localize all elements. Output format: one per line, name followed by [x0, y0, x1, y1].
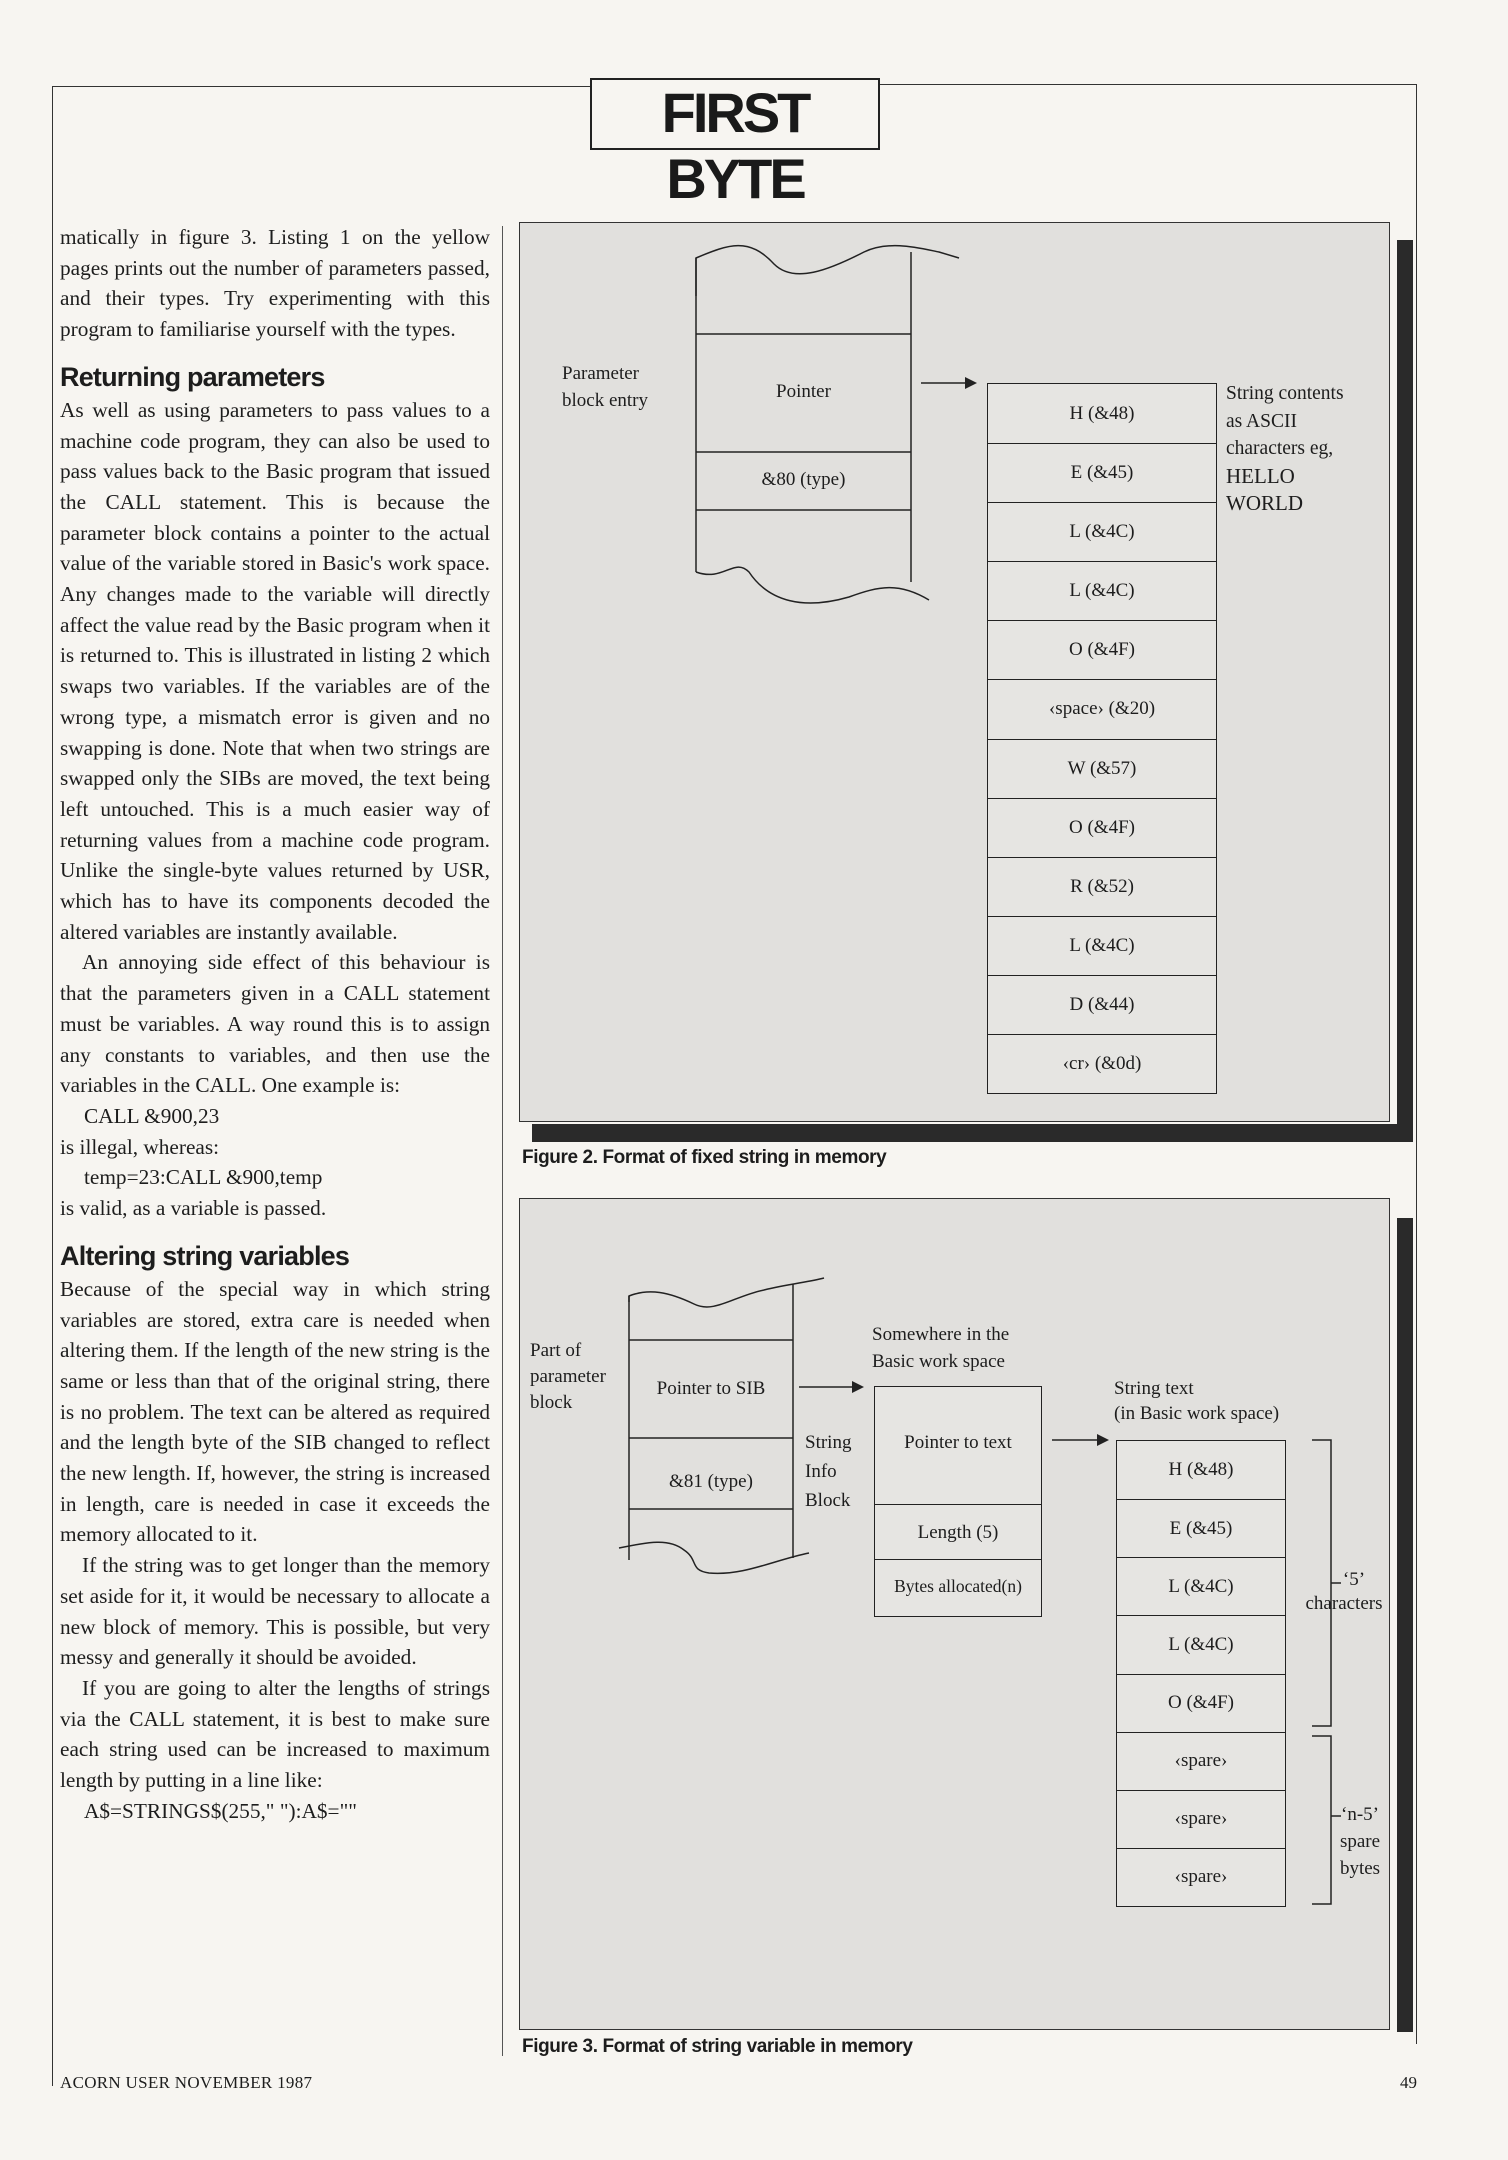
sib-label-line: Block: [805, 1490, 851, 1511]
figure3-work-space-label: [872, 1321, 1009, 1375]
string-text-cell: ‹spare›: [1117, 1732, 1285, 1790]
paragraph: Because of the special way in which string variables are stored, extra care is needed when altering them. If the length of the new string is the same or less than that of the original string, there is no problem. The text can be altered as required and the length byte of the SIB changed to reflect the new length. If, however, the string is increased in length, care is needed in case it exceeds the memory allocated to it.: [60, 1276, 490, 1547]
paragraph: If you are going to alter the lengths of strings via the CALL statement, it is best to make sure each string used can be increased to maximum length by putting in a line like:: [60, 1675, 490, 1793]
string-text-cell: L (&4C): [1117, 1557, 1285, 1615]
memory-cell: O (&4F): [988, 798, 1216, 857]
figure3-sib-label: [805, 1428, 851, 1515]
frame-rule-left: [52, 86, 53, 2086]
paragraph: If the string was to get longer than the memory set aside for it, it would be necessary to allocate a new block of memory. This is possible, but very messy and generally it should be avoided.: [60, 1553, 490, 1670]
code-line: A$=STRINGS$(255," "):A$="": [84, 1798, 357, 1823]
figure3-sib-box: [874, 1386, 1042, 1617]
footer-publication: ACORN USER NOVEMBER 1987: [60, 2073, 313, 2092]
sib-bytes-cell: Bytes allocated(n): [894, 1576, 1022, 1596]
string-text-cell: L (&4C): [1117, 1615, 1285, 1673]
memory-cell: D (&44): [988, 975, 1216, 1034]
column-rule: [502, 226, 503, 2056]
paragraph: As well as using parameters to pass values to a machine code program, they can also be used to pass values back to the Basic program that issued the CALL statement. This is because the parameter block contains a pointer to the actual value of the variable stored in Basic's work space. Any changes made to the variable will directly affect the value read by the Basic program when it is returned to. This is illustrated in listing 2 which swaps two variables. If the variables are of the wrong type, a mismatch error is given and no swapping is done. Note that when two strings are swapped only the SIBs are moved, the text being left untouched. This is a much easier way of returning values from a machine code program. Unlike the single-byte values returned by USR, which has to have its components decoded the altered variables are instantly available.: [60, 397, 490, 944]
brace-spare-line: bytes: [1339, 1858, 1381, 1879]
frame-rule-right: [1416, 84, 1417, 2044]
string-text-cell: ‹spare›: [1117, 1790, 1285, 1848]
side-note-line: as ASCII: [1226, 410, 1297, 432]
memory-cell: ‹cr› (&0d): [988, 1034, 1216, 1093]
memory-cell: L (&4C): [988, 561, 1216, 620]
figure2-type-cell: &80 (type): [761, 469, 846, 490]
brace-chars-line: characters: [1305, 1593, 1383, 1614]
heading-returning-parameters: Returning parameters: [60, 361, 325, 392]
code-line: temp=23:CALL &900,temp: [84, 1165, 323, 1190]
figure3-caption: Figure 3. Format of string variable in memory: [522, 2036, 913, 2057]
figure2-block-label: [562, 360, 672, 414]
brace-spare-line: ‘n-5’: [1341, 1804, 1379, 1825]
memory-cell: L (&4C): [988, 916, 1216, 975]
paragraph: An annoying side effect of this behaviour is that the parameters given in a CALL statement must be variables. A way round this is to assign any constants to variables, and then use the variables in the CALL. One example is:: [60, 950, 490, 1098]
text-label-line: String text: [1114, 1378, 1194, 1399]
figure3-text-column: [1116, 1440, 1286, 1907]
sib-divider: [875, 1559, 1041, 1560]
figure2-graphics: [519, 222, 1409, 1132]
masthead: FIRST BYTE: [590, 78, 880, 150]
string-text-cell: O (&4F): [1117, 1674, 1285, 1732]
page-number: 49: [1400, 2073, 1417, 2092]
memory-cell: R (&52): [988, 857, 1216, 916]
memory-cell: E (&45): [988, 443, 1216, 502]
figure2-memory-column: [987, 383, 1217, 1094]
work-space-line: Basic work space: [872, 1351, 1005, 1372]
figure3-brace-spare-label: [1310, 1801, 1410, 1882]
memory-cell: W (&57): [988, 739, 1216, 798]
figure3-text-label: [1114, 1376, 1279, 1426]
figure2-caption: Figure 2. Format of fixed string in memory: [522, 1147, 887, 1168]
text-label-line: (in Basic work space): [1114, 1403, 1280, 1424]
figure3-block-label: [530, 1338, 606, 1416]
memory-cell: L (&4C): [988, 502, 1216, 561]
sib-label-line: String: [805, 1432, 852, 1453]
paragraph: is illegal, whereas:: [60, 1134, 220, 1159]
memory-cell: ‹space› (&20): [988, 679, 1216, 738]
article-column: [60, 222, 490, 1826]
sib-divider: [875, 1504, 1041, 1505]
sib-pointer-cell: Pointer to text: [904, 1432, 1012, 1453]
block-label-line: block: [530, 1392, 573, 1413]
side-note-line: HELLO: [1226, 463, 1295, 488]
sib-label-line: Info: [805, 1461, 837, 1482]
frame-rule-top-left: [52, 86, 592, 87]
figure2-side-note: [1226, 380, 1406, 518]
memory-cell: H (&48): [1069, 402, 1135, 424]
string-text-cell: E (&45): [1117, 1499, 1285, 1557]
sib-length-cell: Length (5): [917, 1522, 999, 1543]
string-text-cell: ‹spare›: [1117, 1848, 1285, 1906]
paragraph: is valid, as a variable is passed.: [60, 1196, 327, 1221]
code-line: CALL &900,23: [84, 1103, 220, 1128]
paragraph: matically in figure 3. Listing 1 on the yellow pages prints out the number of parameters passed, and their types. Try experimenting with this program to familiarise yourself with the types.: [60, 225, 490, 342]
figure3-pointer-cell: Pointer to SIB: [656, 1378, 766, 1399]
figure3-brace-chars-label: [1294, 1568, 1394, 1616]
figure2-pointer-cell: Pointer: [776, 381, 831, 402]
brace-spare-line: spare: [1339, 1831, 1381, 1852]
figure3-type-cell: &81 (type): [669, 1471, 753, 1492]
figure2-block-label-text: Parameter block entry: [562, 363, 649, 411]
brace-chars-line: ‘5’: [1342, 1569, 1366, 1590]
side-note-line: WORLD: [1226, 491, 1303, 515]
side-note-line: String contents: [1226, 383, 1344, 404]
memory-cell: O (&4F): [988, 620, 1216, 679]
side-note-line: characters eg,: [1226, 438, 1334, 459]
frame-rule-top-right: [878, 84, 1416, 85]
heading-altering-string-variables: Altering string variables: [60, 1240, 350, 1271]
work-space-line: Somewhere in the: [872, 1324, 1010, 1345]
block-label-line: Part of: [530, 1340, 582, 1361]
block-label-line: parameter: [530, 1366, 606, 1387]
string-text-cell: H (&48): [1168, 1459, 1234, 1481]
